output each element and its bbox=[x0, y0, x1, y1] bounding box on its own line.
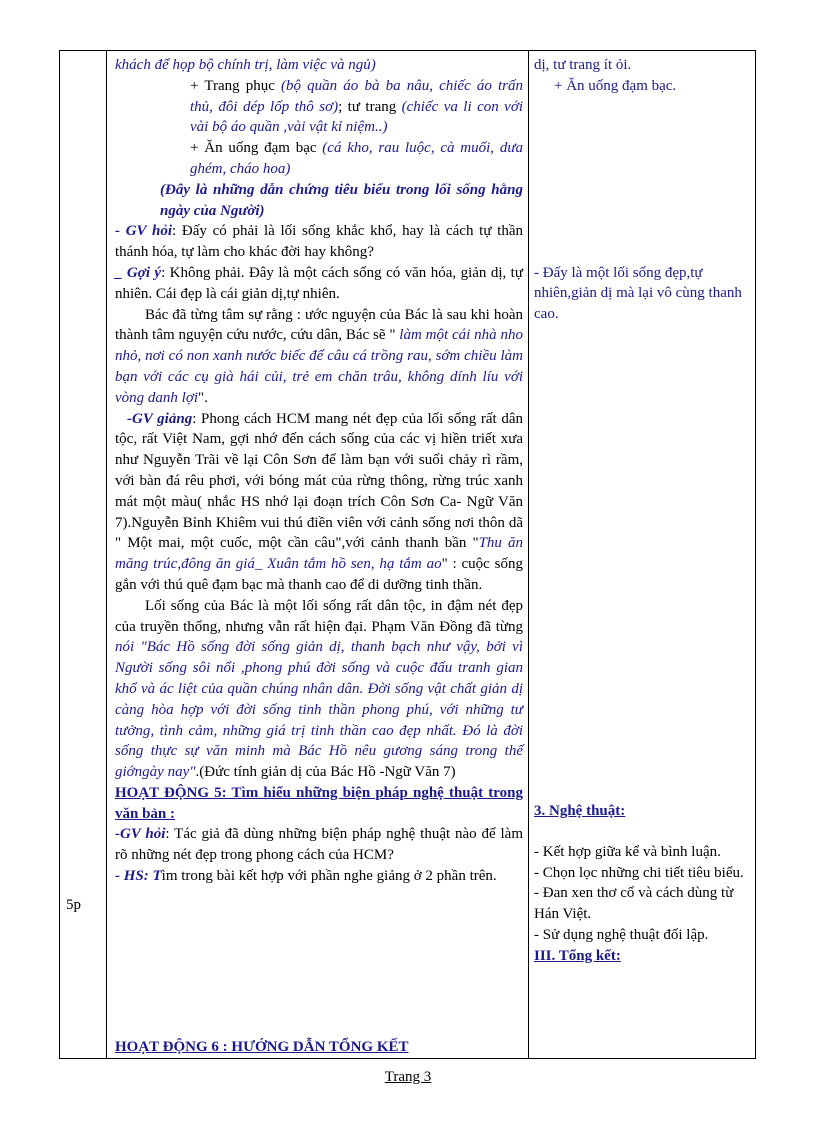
activity-6-heading: HOẠT ĐỘNG 6 : HƯỚNG DẪN TỔNG KẾT bbox=[115, 1039, 409, 1055]
teacher-text-3: + Ăn uống đạm bạc (cá kho, rau luộc, cà muối, dưa ghém, cháo hoa) bbox=[190, 140, 523, 177]
page-number: Trang 3 bbox=[384, 1069, 432, 1085]
art-item: - Kết hợp giữa kể và bình luận. bbox=[534, 843, 721, 860]
teacher-text-9: Lối sống của Bác là một lối sống rất dân tộc, in đậm nét đẹp của truyền thống, nhưng vẫn rất hiện đại. Phạm Văn Đồng đã từng nói "Bác Hồ sống đời sống giản dị, thanh bạch như vậy, bởi vì Người sống sôi nổi ,phong phú đời sống và cuộc đấu tranh gian khổ và ác liệt của quần chúng nhân dân. Đời sống vật chất giản dị càng hòa hợp với đời sống tinh thần phong phú, với những tư tưởng, tình cảm, những giá trị tinh thần cao đẹp nhất. Đó là đời sống thực sự văn minh mà Bác Hồ nêu gương sáng trong thế giớngày nay".(Đức tính giản dị của Bác Hồ -Ngữ Văn 7) bbox=[115, 597, 523, 781]
teacher-text-2: + Trang phục (bộ quần áo bà ba nâu, chiếc áo trấn thủ, đôi dép lốp thô sơ); tư trang (chiếc va li con với vài bộ áo quần ,vài vật kỉ niệm..) bbox=[190, 77, 524, 136]
student-content-column bbox=[534, 55, 746, 967]
teacher-text-1: khách để họp bộ chính trị, làm việc và ngủ) bbox=[115, 57, 376, 73]
teacher-text-4: (Đây là những dẫn chứng tiêu biểu trong lối sống hằng ngày của Người) bbox=[160, 181, 523, 219]
art-item: - Chọn lọc những chi tiết tiêu biểu. bbox=[534, 864, 744, 881]
student-task: - HS: Tìm trong bài kết hợp với phần nghe giảng ở 2 phần trên. bbox=[115, 868, 497, 885]
teacher-question-2: -GV hỏi: Tác giả đã dùng những biện pháp nghệ thuật nào để làm rõ những nét đẹp trong phong cách của HCM? bbox=[115, 826, 523, 864]
time-cell: 5p bbox=[66, 897, 81, 913]
art-item: - Đan xen thơ cổ và cách dùng từ Hán Việt. bbox=[534, 885, 734, 923]
student-text-3: - Đấy là một lối sống đẹp,tự nhiên,giản dị mà lại vô cùng thanh cao. bbox=[534, 264, 742, 323]
lesson-table bbox=[59, 50, 756, 1059]
teacher-hint: _ Gợi ý: Không phải. Đây là một cách sống có văn hóa, giản dị, tự nhiên. Cái đẹp là cái giản dị,tự nhiên. bbox=[115, 264, 523, 302]
student-text-2: + Ăn uống đạm bạc. bbox=[554, 77, 677, 94]
column-divider-1 bbox=[106, 51, 107, 1058]
art-item: - Sử dụng nghệ thuật đối lập. bbox=[534, 926, 709, 943]
art-heading: 3. Nghệ thuật: bbox=[534, 802, 626, 819]
teacher-lecture: -GV giảng: Phong cách HCM mang nét đẹp của lối sống rất dân tộc, rất Việt Nam, gợi nhớ đến cách sống của các vị hiền triết xưa như Nguyễn Trãi về lại Côn Sơn để làm bạn với suối chảy rì rầm, với bàn đá rêu phơi, với bóng mát của rừng thông, rừng trúc xanh mát một màu( nhắc HS nhớ lại đoạn trích Côn Sơn Ca- Ngữ Văn 7).Nguyễn Bỉnh Khiêm vui thú điền viên với cảnh sống nơi thôn dã " Một mai, một cuốc, một cần câu",với cảnh thanh bần "Thu ăn măng trúc,đông ăn giá_ Xuân tắm hồ sen, hạ tắm ao" : cuộc sống gắn với thú quê đạm bạc mà thanh cao để di dưỡng tinh thần. bbox=[115, 410, 523, 593]
teacher-activities-column bbox=[115, 55, 524, 1055]
teacher-question-1: - GV hỏi: Đấy có phải là lối sống khắc khổ, hay là cách tự thần thánh hóa, tự làm cho khác đời hay không? bbox=[115, 223, 523, 261]
activity-5-heading: HOẠT ĐỘNG 5: Tìm hiểu những biện pháp nghệ thuật trong văn bản : bbox=[115, 784, 523, 822]
student-text-1: dị, tư trang ít ỏi. bbox=[534, 57, 632, 73]
summary-heading: III. Tổng kết: bbox=[534, 947, 621, 964]
teacher-text-7: Bác đã từng tâm sự rằng : ước nguyện của Bác là sau khi hoàn thành tâm nguyện cứu nước, cứu dân, Bác sẽ " làm một cái nhà nho nhỏ, nơi có non xanh nước biếc để câu cá trồng rau, sớm chiều làm bạn với các cụ già hái củi, trẻ em chăn trâu, không dính líu với vòng danh lợi". bbox=[115, 306, 523, 406]
column-divider-2 bbox=[528, 51, 529, 1058]
page-footer bbox=[0, 1069, 816, 1086]
